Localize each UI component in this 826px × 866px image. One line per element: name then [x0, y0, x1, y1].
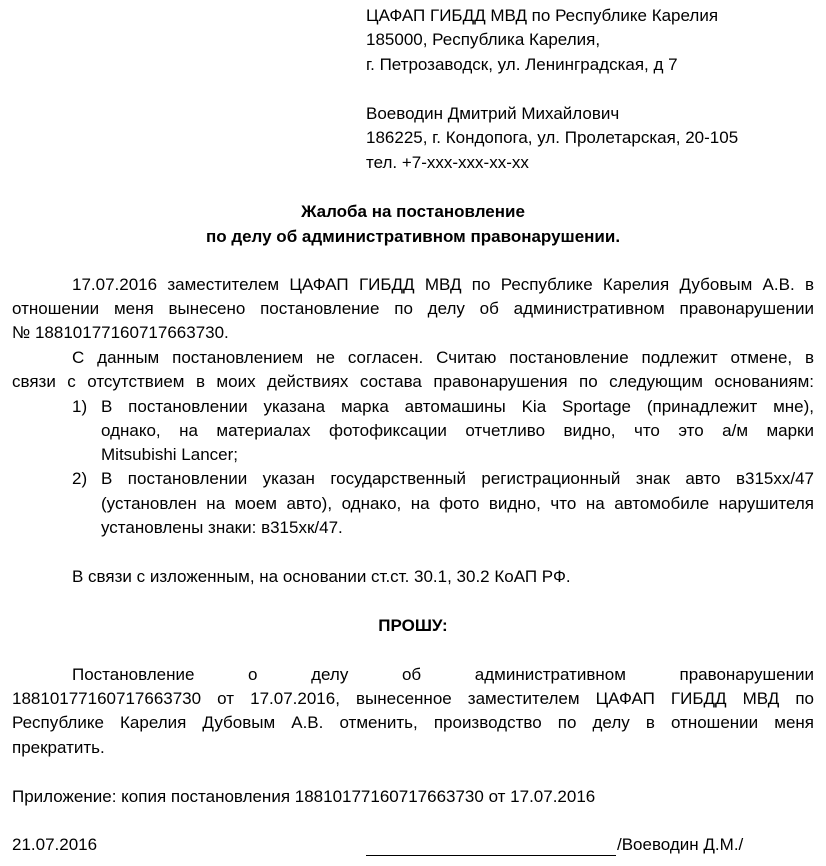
date-label: 21.07.2016 [12, 835, 98, 854]
paragraph-3: В связи с изложенным, на основании ст.ст. 30.1, 30.2 КоАП РФ. [72, 567, 571, 586]
document-title-line-1: Жалоба на постановление [301, 202, 525, 221]
list-item-2-line-1: В постановлении указан государственный регистрационный знак авто в315хх/47 [101, 469, 814, 488]
request-line-1: Постановление о делу об административном правонарушении [72, 665, 814, 684]
request-line-4: прекратить. [12, 738, 105, 757]
list-item-2-line-3: установлены знаки: в315хк/47. [101, 518, 343, 537]
list-item-1-line-3: Mitsubishi Lancer; [101, 445, 239, 464]
request-heading: ПРОШУ: [378, 616, 448, 635]
paragraph-1-line-3: № 18810177160717663730. [12, 323, 229, 342]
signature-line [366, 855, 616, 856]
list-item-2-line-2: (установлен на моем авто), однако, на фото видно, что на автомобиле нарушителя [101, 494, 814, 513]
attachment-line: Приложение: копия постановления 18810177160717663730 от 17.07.2016 [12, 787, 596, 806]
recipient-line-3: г. Петрозаводск, ул. Ленинградская, д 7 [366, 55, 678, 74]
signature-name: /Воеводин Д.М./ [617, 835, 744, 854]
paragraph-2-line-2: связи с отсутствием в моих действиях состава правонарушения по следующим основаниям: [12, 372, 814, 391]
request-line-3: Республике Карелия Дубовым А.В. отменить, производство по делу в отношении меня [12, 713, 814, 732]
sender-line-3: тел. +7-ххх-ххх-хх-хх [366, 153, 529, 172]
list-item-2-number: 2) [72, 469, 88, 488]
recipient-line-2: 185000, Республика Карелия, [366, 30, 601, 49]
request-line-2: 18810177160717663730 от 17.07.2016, вынесенное заместителем ЦАФАП ГИБДД МВД по [12, 689, 814, 708]
list-item-1-number: 1) [72, 397, 88, 416]
paragraph-1-line-1: 17.07.2016 заместителем ЦАФАП ГИБДД МВД по Республике Карелия Дубовым А.В. в [72, 275, 814, 294]
paragraph-1-line-2: отношении меня вынесено постановление по делу об административном правонарушении [12, 299, 814, 318]
recipient-line-1: ЦАФАП ГИБДД МВД по Республике Карелия [366, 6, 719, 25]
document-title-line-2: по делу об административном правонарушении. [205, 227, 621, 246]
sender-line-1: Воеводин Дмитрий Михайлович [366, 104, 620, 123]
paragraph-2-line-1: С данным постановлением не согласен. Считаю постановление подлежит отмене, в [72, 348, 814, 367]
sender-line-2: 186225, г. Кондопога, ул. Пролетарская, 20-105 [366, 128, 739, 147]
list-item-1-line-1: В постановлении указана марка автомашины Kia Sportage (принадлежит мне), [101, 397, 814, 416]
list-item-1-line-2: однако, на материалах фотофиксации отчетливо видно, что это а/м марки [101, 421, 814, 440]
